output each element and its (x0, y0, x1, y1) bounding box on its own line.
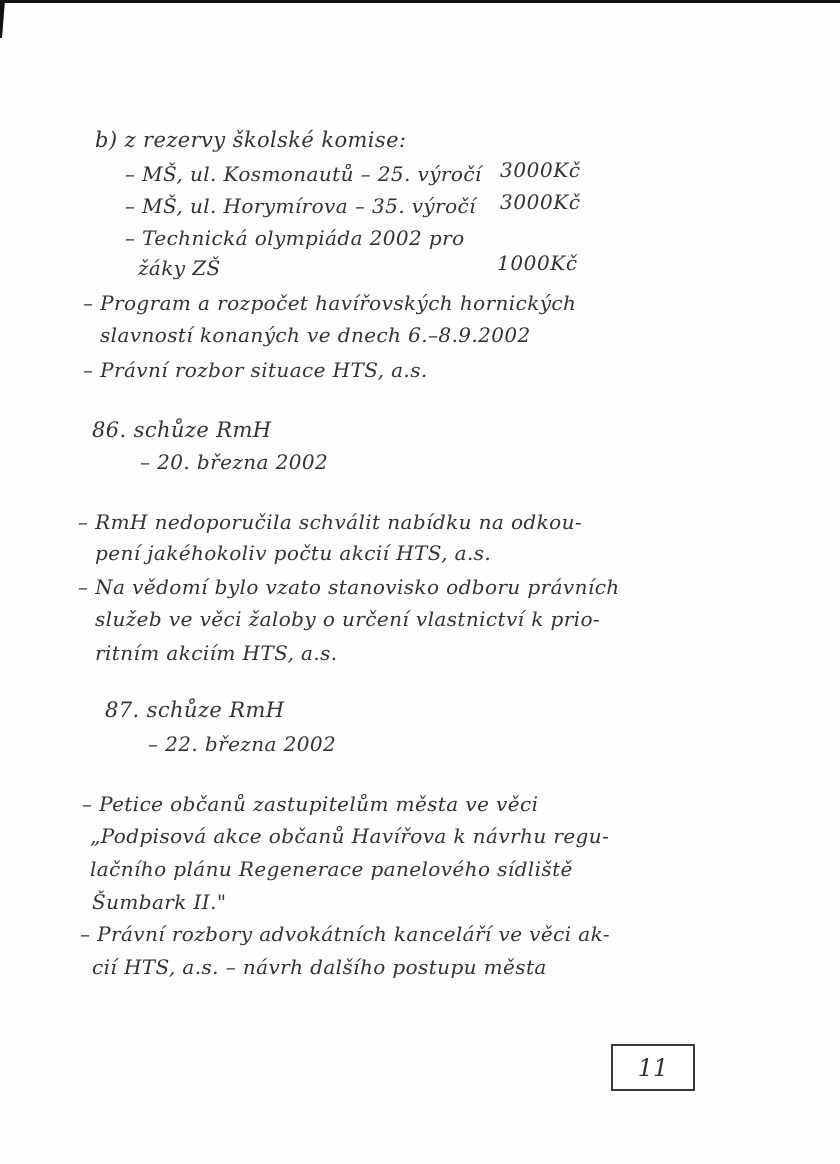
meeting-87-bullet-line: lačního plánu Regenerace panelového sídliště (90, 857, 573, 881)
meeting-86-bullet-line: – RmH nedoporučila schválit nabídku na odkou- (78, 510, 583, 534)
meeting-87-bullet-line: Šumbark II." (92, 890, 227, 914)
scan-edge-artifact-corner (0, 0, 5, 38)
meeting-87-title: 87. schůze RmH (105, 698, 285, 722)
meeting-86-bullet-line: – Na vědomí bylo vzato stanovisko odboru právních (78, 575, 620, 599)
reserve-item-amount: 3000Kč (500, 190, 581, 214)
section-b-heading: b) z rezervy školské komise: (95, 128, 407, 152)
reserve-item-amount: 3000Kč (500, 158, 581, 182)
reserve-item-amount: 1000Kč (497, 251, 578, 275)
meeting-87-bullet-line: „Podpisová akce občanů Havířova k návrhu regu- (90, 824, 610, 848)
meeting-86-date: – 20. března 2002 (140, 450, 329, 474)
bullet-line: – Program a rozpočet havířovských hornických (83, 291, 577, 315)
page-number-box (611, 1044, 695, 1091)
meeting-86-title: 86. schůze RmH (92, 418, 272, 442)
meeting-87-bullet-line: – Petice občanů zastupitelům města ve věci (82, 792, 539, 816)
page-number: 11 (637, 1053, 669, 1082)
reserve-item-text-cont: žáky ZŠ (138, 256, 221, 280)
meeting-86-bullet-line: služeb ve věci žaloby o určení vlastnictví k prio- (95, 607, 601, 631)
bullet-line: – Právní rozbor situace HTS, a.s. (83, 358, 428, 382)
reserve-item-text: – MŠ, ul. Horymírova – 35. výročí (125, 194, 476, 218)
meeting-87-date: – 22. března 2002 (148, 732, 337, 756)
reserve-item-text: – Technická olympiáda 2002 pro (125, 226, 465, 250)
meeting-87-bullet-line: – Právní rozbory advokátních kanceláří ve věci ak- (80, 922, 610, 946)
meeting-86-bullet-line: ritním akciím HTS, a.s. (95, 641, 338, 665)
reserve-item-text: – MŠ, ul. Kosmonautů – 25. výročí (125, 162, 482, 186)
meeting-87-bullet-line: cií HTS, a.s. – návrh dalšího postupu města (92, 955, 547, 979)
meeting-86-bullet-line: pení jakéhokoliv počtu akcií HTS, a.s. (95, 541, 492, 565)
scan-edge-artifact-top (0, 0, 840, 3)
bullet-line: slavností konaných ve dnech 6.–8.9.2002 (100, 323, 531, 347)
